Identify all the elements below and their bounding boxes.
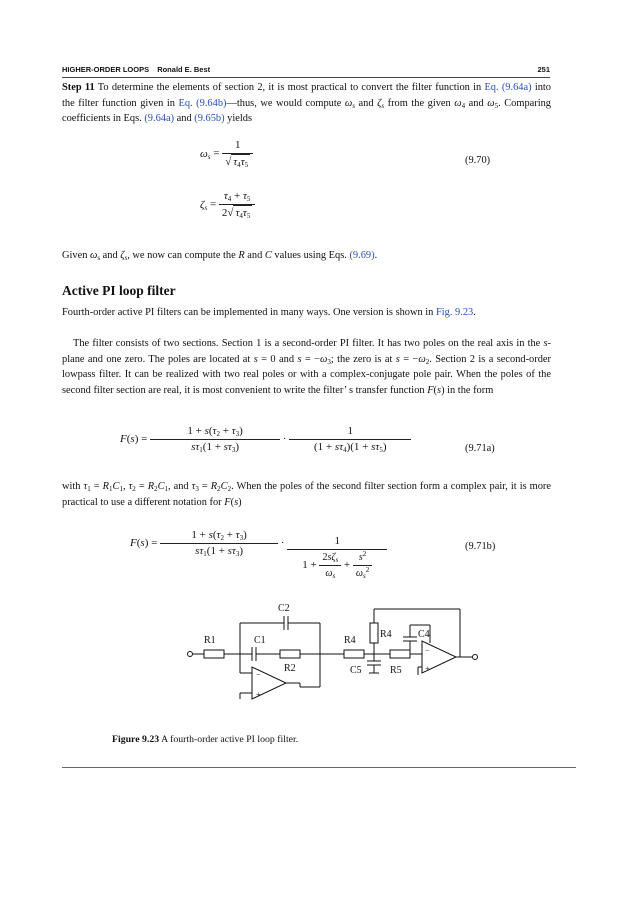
equation-number-971a: (9.71a) [465, 443, 495, 454]
paragraph-sections: The filter consists of two sections. Section 1 is a second-order PI filter. It has two poles on the real axis in the s-plane and one zero. The poles are located at s = 0 and $s = -\omega_3$; the zero is at $s = -\omega_2$. Section 2 is a second-order lowpass filter. It can be realized with two real poles or with a complex-conjugate pole pair. When the poles of the second filter section are real, it is most convenient to write the filter’ s transfer function F(s) in the form [62, 338, 551, 396]
svg-text:+: + [256, 690, 261, 699]
equation-970-zeta: $\zeta_s$ = $\frac{\tau_4 + \tau_5}{2√ \tau_4\tau_5}$ [200, 189, 255, 221]
step-label: Step 11 [62, 82, 95, 93]
label-c4: C4 [418, 629, 430, 640]
label-c2: C2 [278, 603, 290, 614]
svg-text:−: − [256, 670, 261, 679]
equation-number-971b: (9.71b) [465, 541, 496, 552]
paragraph-with-tau: with $\tau_1 = R_1C_1$, $\tau_2 = R_2C_1$, and $\tau_3 = R_2C_2$. When the poles of the second filter section form a complex pair, it is more practical to use a different notation for F(s) [62, 481, 552, 508]
bottom-rule [62, 767, 576, 768]
label-r4: R4 [380, 629, 392, 640]
label-r2: R2 [284, 663, 296, 674]
ref-fig-923[interactable]: Fig. 9.23 [435, 307, 474, 318]
figure-label: Figure 9.23 [112, 734, 160, 745]
circuit-diagram [160, 595, 490, 725]
figure-caption: Figure 9.23 A fourth-order active PI loop filter. [112, 734, 299, 745]
svg-text:+: + [425, 664, 430, 673]
equation-number-970: (9.70) [465, 155, 491, 166]
paragraph-intro: Fourth-order active PI filters can be implemented in many ways. One version is shown in Fig. 9.23. [62, 307, 476, 318]
page-number: 251 [537, 65, 550, 74]
header-author: Ronald E. Best [157, 65, 211, 74]
ref-eq-964a[interactable]: Eq. (9.64a) [484, 82, 532, 93]
label-c1: C1 [254, 635, 266, 646]
equation-971b: F(s) = $\frac{1 + s(\tau_2 + \tau_3)}{s\tau_1(1 + s\tau_3)}$ · 1 1 + $\frac{2s\zeta_s}{\omega_s}$ + $\frac{s^2}{\omega_s^2}$ [130, 528, 387, 581]
label-r5: R5 [390, 665, 402, 676]
ref-eq-965b[interactable]: (9.65b) [194, 113, 225, 124]
label-c5: C5 [350, 665, 362, 676]
ref-eq-964a-2[interactable]: (9.64a) [144, 113, 175, 124]
label-r4-left: R4 [344, 635, 356, 646]
section-heading: Active PI loop filter [62, 283, 176, 298]
equation-970-omega: $\omega_s$ = $\frac{1}{√ \tau_4\tau_5}$ [200, 138, 253, 170]
paragraph-step11: Step 11 To determine the elements of section 2, it is most practical to convert the filter function in Eq. (9.64a) into the filter function given in Eq. (9.64b)—thus, we would compute $\omega_s$ and $\zeta_s$ from the given $\omega_4$ and $\omega_5$. Comparing coefficients in Eqs. (9.64a) and (9.65b) yields [62, 82, 552, 124]
paragraph-given: Given $\omega_s$ and $\zeta_s$, we now can compute the R and C values using Eqs. (9.69). [62, 250, 378, 262]
running-header [62, 65, 550, 74]
label-r1: R1 [204, 635, 216, 646]
svg-text:−: − [425, 646, 430, 655]
header-rule [62, 77, 550, 78]
header-title: HIGHER-ORDER LOOPS [62, 65, 150, 74]
equation-971a: F(s) = $\frac{1 + s(\tau_2 + \tau_3)}{s\tau_1(1 + s\tau_3)}$ · $\frac{1}{(1 + s\tau_4)(1 + s\tau_5)}$ [120, 424, 411, 455]
ref-eq-964b[interactable]: Eq. (9.64b) [178, 97, 227, 109]
ref-eq-969[interactable]: (9.69) [349, 250, 375, 261]
